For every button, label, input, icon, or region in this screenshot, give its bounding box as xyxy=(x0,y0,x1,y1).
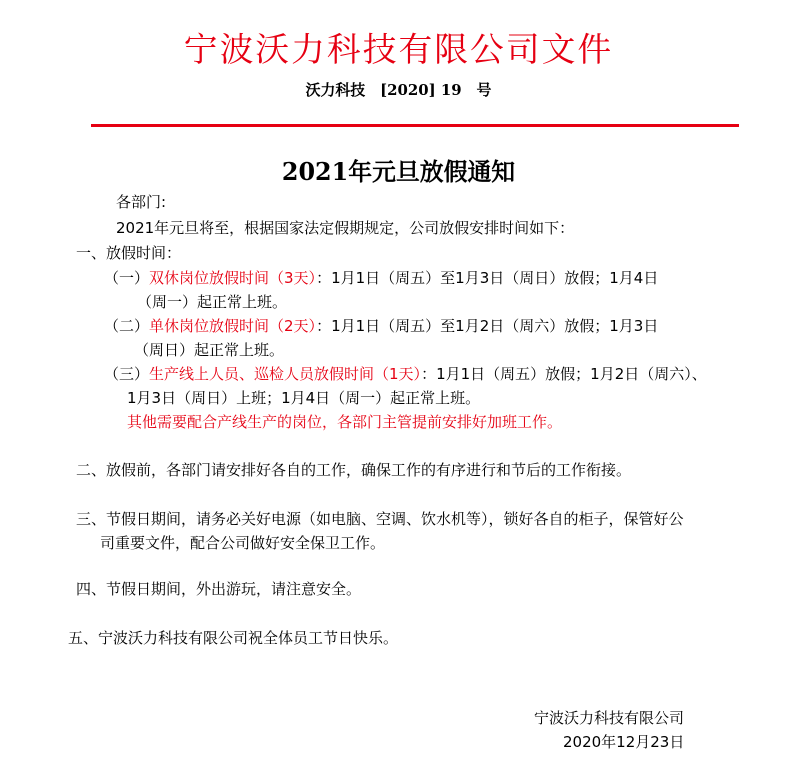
section-2-paragraph: 二、放假前，各部门请安排好各自的工作，确保工作的有序进行和节后的工作衔接。 xyxy=(76,461,632,479)
item-3-prefix: （三） xyxy=(104,365,150,383)
section-5-paragraph: 五、宁波沃力科技有限公司祝全体员工节日快乐。 xyxy=(68,629,399,647)
document-header-title: 宁波沃力科技有限公司文件 xyxy=(183,30,614,69)
intro-paragraph: 2021年元旦将至，根据国家法定假期规定，公司放假安排时间如下： xyxy=(116,219,575,237)
holiday-item-2 xyxy=(104,316,658,336)
section-3-line-1: 三、节假日期间，请务必关好电源（如电脑、空调、饮水机等），锁好各自的柜子，保管好公 xyxy=(76,510,684,528)
item-3-label: 生产线上人员、巡检人员放假时间（1天） xyxy=(149,365,422,383)
holiday-item-1 xyxy=(104,268,658,288)
holiday-item-3 xyxy=(104,364,707,384)
item-3-continuation: 1月3日（周日）上班；1月4日（周一）起正常上班。 xyxy=(127,389,481,407)
overtime-note: 其他需要配合产线生产的岗位，各部门主管提前安排好加班工作。 xyxy=(127,413,563,431)
item-2-continuation: （周日）起正常上班。 xyxy=(134,341,285,359)
section-4-paragraph: 四、节假日期间，外出游玩，请注意安全。 xyxy=(76,580,362,598)
notice-title: 2021年元旦放假通知 xyxy=(281,158,516,186)
item-1-continuation: （周一）起正常上班。 xyxy=(137,293,288,311)
item-2-label: 单休岗位放假时间（2天） xyxy=(149,317,317,335)
signature-company: 宁波沃力科技有限公司 xyxy=(534,709,685,727)
greeting: 各部门: xyxy=(116,193,167,211)
signature-date: 2020年12月23日 xyxy=(563,733,685,751)
item-2-prefix: （二） xyxy=(104,317,150,335)
red-divider-line xyxy=(91,124,739,127)
item-1-text: ：1月1日（周五）至1月3日（周日）放假；1月4日 xyxy=(316,269,659,287)
item-1-prefix: （一） xyxy=(104,269,150,287)
item-1-label: 双休岗位放假时间（3天） xyxy=(149,269,317,287)
item-3-text: ：1月1日（周五）放假；1月2日（周六）、 xyxy=(421,365,707,383)
section-1-heading: 一、放假时间： xyxy=(76,244,182,262)
document-number: 沃力科技 [2020] 19 号 xyxy=(305,81,492,99)
item-2-text: ：1月1日（周五）至1月2日（周六）放假；1月3日 xyxy=(316,317,659,335)
section-3-line-2: 司重要文件，配合公司做好安全保卫工作。 xyxy=(100,534,386,552)
